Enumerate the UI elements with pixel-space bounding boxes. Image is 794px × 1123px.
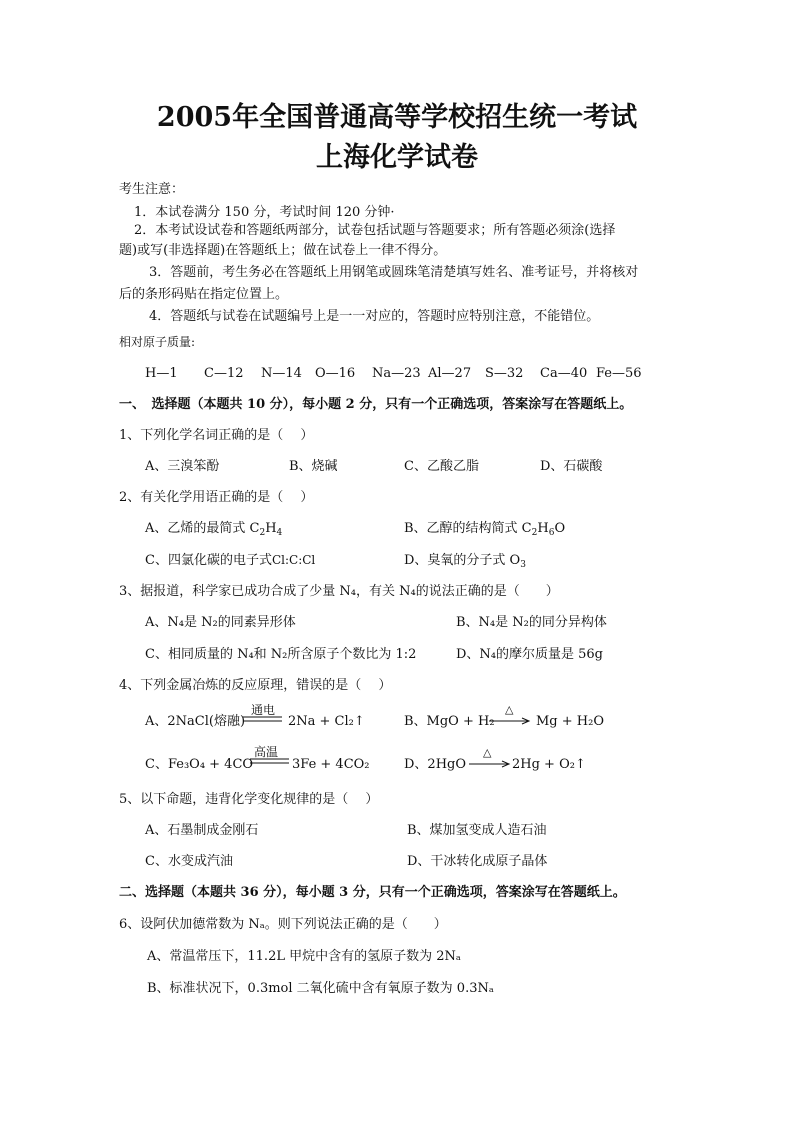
question-3-stem: 3、据报道，科学家已成功合成了少量 N₄，有关 N₄的说法正确的是（ ） (119, 584, 559, 599)
option-text: D、臭氧的分子式 O (404, 553, 521, 568)
exam-title-line1: 2005年全国普通高等学校招生统一考试 (156, 102, 638, 133)
question-4-option-d-reactants: D、2HgO (404, 757, 467, 772)
reaction-arrow-icon (243, 716, 283, 724)
option-text: A、乙烯的最简式 C (145, 521, 260, 536)
question-4-option-a-condition: 通电 (251, 703, 276, 717)
question-1-option-b: B、烧碱 (289, 459, 338, 474)
subscript: 3 (520, 560, 526, 570)
question-1-option-d: D、石碳酸 (540, 459, 603, 474)
electron-formula: Cl:C:Cl (271, 553, 316, 567)
reaction-arrow-icon (489, 717, 531, 725)
question-3-option-a: A、N₄是 N₂的同素异形体 (145, 615, 296, 630)
question-4-option-d-products: 2Hg + O₂↑ (512, 757, 586, 772)
atomic-mass-ca: Ca—40 (540, 366, 588, 381)
exam-title-line2: 上海化学试卷 (316, 142, 478, 173)
question-4-option-d-condition: △ (483, 746, 492, 759)
option-text: C、四氯化碳的电子式 (145, 553, 272, 568)
subscript: 2 (531, 528, 538, 538)
atomic-mass-h: H—1 (145, 366, 178, 381)
formula-part: O (554, 521, 566, 536)
question-4-stem: 4、下列金属冶炼的反应原理，错误的是（ ） (119, 678, 392, 693)
formula-part: H (537, 521, 549, 536)
question-3-option-c: C、相同质量的 N₄和 N₂所含原子个数比为 1:2 (145, 647, 417, 662)
question-1-option-c: C、乙酸乙脂 (404, 459, 479, 474)
atomic-mass-c: C—12 (204, 366, 244, 381)
notice-item-2a: 2．本考试设试卷和答题纸两部分，试卷包括试题与答题要求；所有答题必须涂(选择 (134, 223, 616, 238)
question-4-option-c-reactants: C、Fe₃O₄ + 4CO (145, 757, 254, 772)
reaction-arrow-icon (250, 758, 290, 766)
question-1-option-a: A、三溴笨酚 (145, 459, 220, 474)
question-4-option-c-condition: 高温 (254, 745, 279, 759)
notice-item-2b: 题)或写(非选择题)在答题纸上；做在试卷上一律不得分。 (119, 243, 447, 258)
question-5-option-b: B、煤加氢变成人造石油 (407, 823, 547, 838)
question-4-option-a-products: 2Na + Cl₂↑ (288, 714, 365, 729)
reaction-arrow-icon (469, 760, 511, 768)
notice-heading: 考生注意： (119, 182, 185, 197)
atomic-mass-n: N—14 (261, 366, 302, 381)
question-5-option-a: A、石墨制成金刚石 (145, 823, 259, 838)
question-4-option-c-products: 3Fe + 4CO₂ (292, 757, 370, 772)
question-2-option-b (404, 521, 566, 538)
option-text: B、乙醇的结构简式 C (404, 521, 532, 536)
question-4-option-b-reactants: B、MgO + H₂ (404, 714, 495, 729)
notice-item-4: 4．答题纸与试卷在试题编号上是一一对应的，答题时应特别注意，不能错位。 (149, 309, 600, 324)
section-2-heading: 二、选择题（本题共 36 分），每小题 3 分，只有一个正确选项，答案涂写在答题纸上。 (119, 885, 626, 900)
subscript: 6 (548, 528, 555, 538)
notice-item-3a: 3．答题前，考生务必在答题纸上用钢笔或圆珠笔清楚填写姓名、准考证号，并将核对 (149, 265, 639, 280)
notice-item-1: 1．本试卷满分 150 分，考试时间 120 分钟· (134, 205, 395, 220)
subscript: 2 (259, 528, 266, 538)
question-2-option-d (404, 553, 526, 570)
question-6-stem: 6、设阿伏加德常数为 Nₐ。则下列说法正确的是（ ） (119, 917, 447, 932)
notice-item-3b: 后的条形码贴在指定位置上。 (119, 287, 289, 302)
subscript: 4 (276, 528, 283, 538)
question-2-option-c (145, 554, 315, 567)
atomic-mass-s: S—32 (485, 366, 524, 381)
question-3-option-d: D、N₄的摩尔质量是 56g (456, 647, 604, 662)
atomic-mass-al: Al—27 (428, 366, 472, 381)
formula-part: H (265, 521, 277, 536)
question-4-option-b-condition: △ (505, 703, 514, 716)
atomic-mass-fe: Fe—56 (596, 366, 642, 381)
question-2-option-a (145, 521, 283, 538)
question-5-stem: 5、以下命题，违背化学变化规律的是（ ） (119, 792, 379, 807)
section-1-heading: 一、 选择题（本题共 10 分），每小题 2 分，只有一个正确选项，答案涂写在答题纸上。 (119, 397, 633, 412)
question-2-stem: 2、有关化学用语正确的是（ ） (119, 490, 314, 505)
question-4-option-a-reactants: A、2NaCl(熔融) (145, 714, 246, 729)
question-4-option-b-products: Mg + H₂O (536, 714, 604, 729)
atomic-mass-na: Na—23 (372, 366, 421, 381)
question-1-stem: 1、下列化学名词正确的是（ ） (119, 428, 314, 443)
question-6-option-b: B、标准状况下，0.3mol 二氧化硫中含有氧原子数为 0.3Nₐ (147, 981, 494, 996)
question-6-option-a: A、常温常压下，11.2L 甲烷中含有的氢原子数为 2Nₐ (147, 949, 461, 964)
question-3-option-b: B、N₄是 N₂的同分异构体 (456, 615, 607, 630)
question-5-option-d: D、干冰转化成原子晶体 (407, 854, 548, 869)
atomic-mass-heading: 相对原子质量: (119, 335, 196, 349)
atomic-mass-o: O—16 (315, 366, 356, 381)
question-5-option-c: C、水变成汽油 (145, 854, 233, 869)
